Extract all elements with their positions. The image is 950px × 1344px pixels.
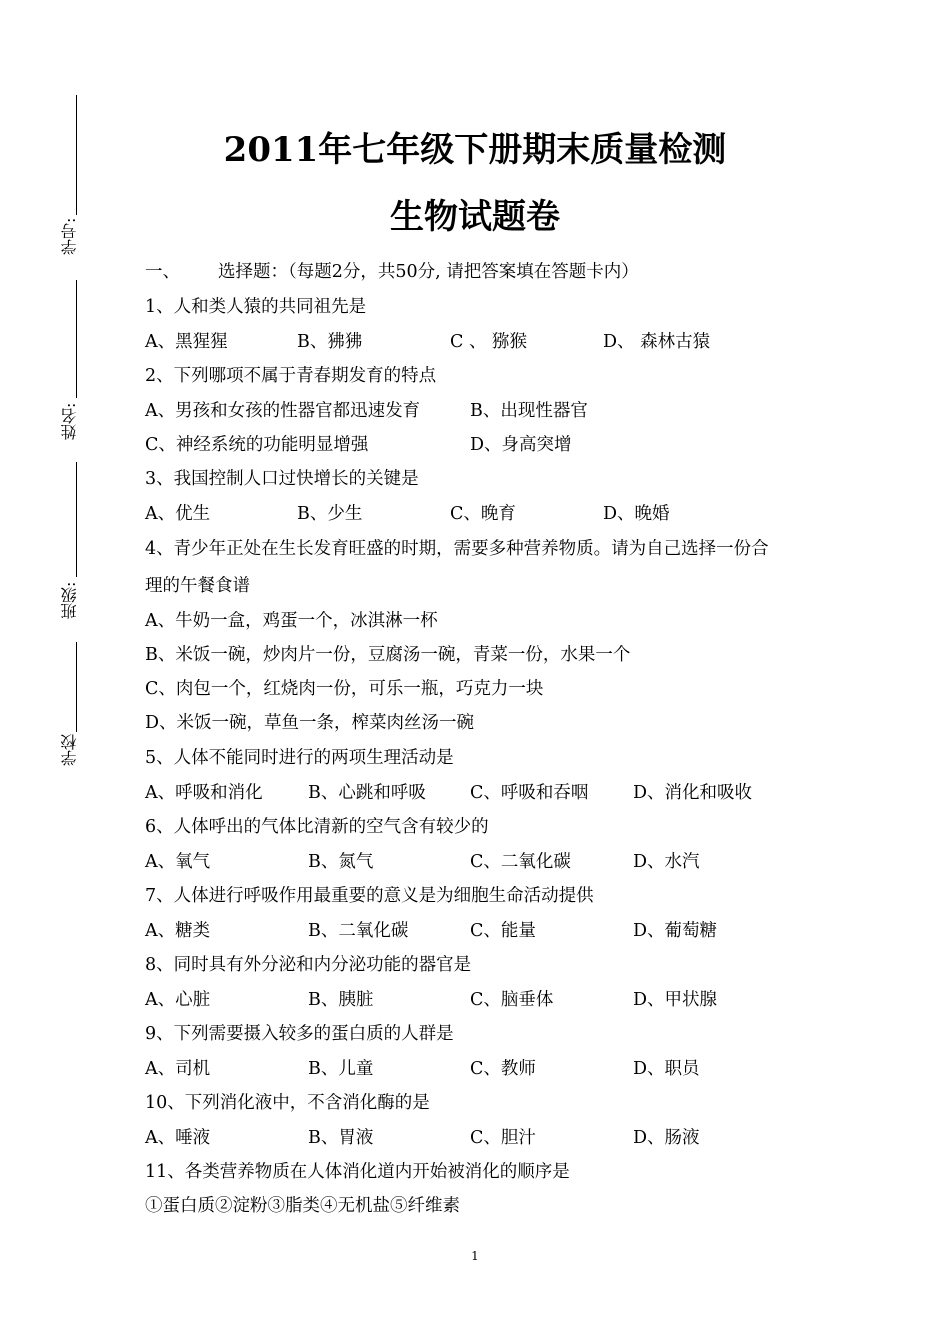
option-d: D、职员 [633, 1059, 700, 1079]
margin-rule [76, 280, 77, 398]
option-row [145, 782, 785, 804]
option-b: B、出现性器官 [470, 401, 588, 421]
option-c: C、脑垂体 [470, 990, 554, 1010]
question-stem: 9、下列需要摄入较多的蛋白质的人群是 [145, 1024, 454, 1044]
option-c: C、晚育 [450, 504, 516, 524]
option-a: A、糖类 [145, 921, 211, 941]
option-b: B、心跳和呼吸 [308, 783, 426, 803]
question-stem: 7、人体进行呼吸作用最重要的意义是为细胞生命活动提供 [145, 886, 594, 906]
option-row [145, 989, 785, 1011]
option-row [145, 331, 785, 353]
option-row [145, 434, 785, 456]
option-b: B、胰脏 [308, 990, 374, 1010]
page-subtitle: 生物试题卷 [390, 197, 560, 237]
question-stem: 1、人和类人猿的共同祖先是 [145, 297, 367, 317]
question-stem: 8、同时具有外分泌和内分泌功能的器官是 [145, 955, 472, 975]
option-a: A、男孩和女孩的性器官都迅速发育 [145, 401, 421, 421]
option-a: A、心脏 [145, 990, 211, 1010]
option-c: C、胆汁 [470, 1128, 536, 1148]
option-b: B、氮气 [308, 852, 374, 872]
question-stem: 6、人体呼出的气体比清新的空气含有较少的 [145, 817, 489, 837]
option-a: A、黑猩猩 [145, 332, 228, 352]
option-row [145, 1127, 785, 1149]
option-d: D、葡萄糖 [633, 921, 718, 941]
question-stem-continued: 理的午餐食谱 [145, 576, 250, 596]
option-c: C、能量 [470, 921, 536, 941]
margin-rule [76, 642, 77, 732]
option-d: D、肠液 [633, 1128, 700, 1148]
name-label: 姓名: [60, 402, 79, 440]
option-row [145, 1058, 785, 1080]
option-row [145, 400, 785, 422]
option-b: B、胃液 [308, 1128, 374, 1148]
page-title: 2011年七年级下册期末质量检测 [223, 130, 727, 170]
section-number: 一、 [145, 262, 180, 282]
option-b: B、米饭一碗，炒肉片一份，豆腐汤一碗，青菜一份，水果一个 [145, 645, 631, 665]
question-stem: 2、下列哪项不属于青春期发育的特点 [145, 366, 437, 386]
student-id-label: 学号: [60, 217, 79, 255]
option-c: C、神经系统的功能明显增强 [145, 435, 369, 455]
option-c: C、教师 [470, 1059, 536, 1079]
question-stem: 3、我国控制人口过快增长的关键是 [145, 469, 419, 489]
class-label: 班级: [60, 581, 79, 619]
option-row [145, 920, 785, 942]
option-d: D、水汽 [633, 852, 700, 872]
option-d: D、身高突增 [470, 435, 572, 455]
question-stem: 10、下列消化液中，不含消化酶的是 [145, 1093, 430, 1113]
option-c: C 、 猕猴 [450, 332, 528, 352]
option-b: B、二氧化碳 [308, 921, 409, 941]
option-a: A、唾液 [145, 1128, 211, 1148]
question-stem: 11、各类营养物质在人体消化道内开始被消化的顺序是 [145, 1162, 570, 1182]
option-a: A、氧气 [145, 852, 211, 872]
option-a: A、司机 [145, 1059, 211, 1079]
option-b: B、少生 [297, 504, 363, 524]
option-c: C、呼吸和吞咽 [470, 783, 589, 803]
section-instructions: 选择题：（每题2分，共50分, 请把答案填在答题卡内） [218, 262, 639, 282]
question-stem: 5、人体不能同时进行的两项生理活动是 [145, 748, 454, 768]
option-d: D、米饭一碗，草鱼一条，榨菜肉丝汤一碗 [145, 713, 475, 733]
option-d: D、消化和吸收 [633, 783, 753, 803]
option-c: C、肉包一个，红烧肉一份，可乐一瓶，巧克力一块 [145, 679, 544, 699]
page-number: 1 [471, 1249, 479, 1263]
option-row [145, 503, 785, 525]
school-label: 学校 [60, 734, 79, 766]
option-a: A、呼吸和消化 [145, 783, 263, 803]
section-heading [145, 261, 639, 283]
option-b: B、狒狒 [297, 332, 363, 352]
question-stem: 4、青少年正处在生长发育旺盛的时期，需要多种营养物质。请为自己选择一份合 [145, 539, 769, 559]
option-a: A、牛奶一盒，鸡蛋一个，冰淇淋一杯 [145, 611, 438, 631]
option-a: A、优生 [145, 504, 211, 524]
margin-rule [76, 462, 77, 577]
option-d: D、甲状腺 [633, 990, 718, 1010]
option-d: D、晚婚 [603, 504, 670, 524]
option-c: C、二氧化碳 [470, 852, 571, 872]
question-stem-continued: ①蛋白质②淀粉③脂类④无机盐⑤纤维素 [145, 1196, 460, 1216]
option-b: B、儿童 [308, 1059, 374, 1079]
option-d: D、 森林古猿 [603, 332, 711, 352]
option-row [145, 851, 785, 873]
